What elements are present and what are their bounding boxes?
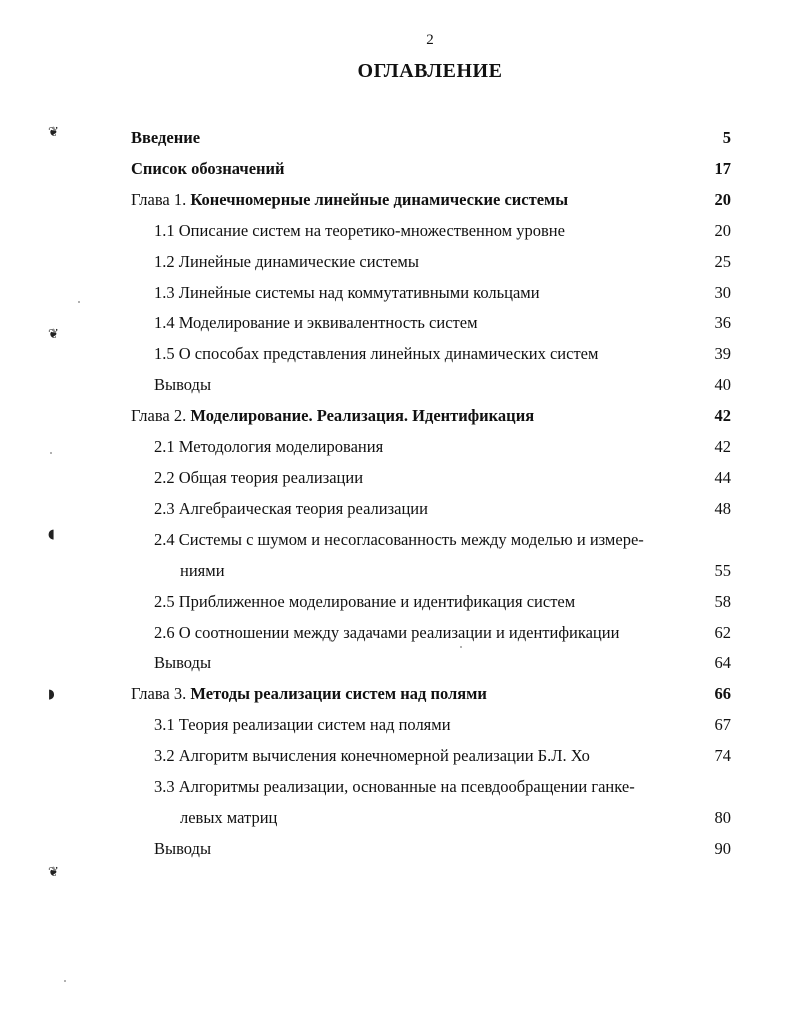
toc-entry-section-2-4-continued[interactable] xyxy=(0,558,793,584)
toc-entry-page: 20 xyxy=(714,221,731,240)
toc-entry-page: 64 xyxy=(714,653,731,672)
chapter-title: Методы реализации систем над полями xyxy=(190,684,487,703)
scan-mark-icon: ❦ xyxy=(48,865,59,880)
toc-entry-page: 80 xyxy=(714,808,731,827)
chapter-prefix: Глава 2. xyxy=(131,406,191,425)
toc-entry-title: 3.1 Теория реализации систем над полями xyxy=(154,715,451,734)
toc-entry-title: Выводы xyxy=(154,653,212,672)
toc-entry-page: 39 xyxy=(714,344,731,363)
toc-entry-page: 40 xyxy=(714,375,731,394)
toc-entry-section-1-4[interactable] xyxy=(0,310,793,336)
toc-entry-introduction[interactable] xyxy=(0,125,793,151)
toc-entry-title: 1.4 Моделирование и эквивалентность систем xyxy=(154,313,478,332)
toc-entry-title: Введение xyxy=(131,128,201,147)
toc-entry-title: 1.3 Линейные системы над коммутативными кольцами xyxy=(154,283,540,302)
chapter-title: Моделирование. Реализация. Идентификация xyxy=(190,406,535,425)
toc-entry-page: 62 xyxy=(714,623,731,642)
toc-entry-page: 55 xyxy=(714,561,731,580)
toc-entry-page: 36 xyxy=(714,313,731,332)
toc-entry-section-2-3[interactable] xyxy=(0,496,793,522)
toc-entry-title xyxy=(131,681,487,707)
toc-entry-chapter-2[interactable] xyxy=(0,403,793,429)
toc-entry-title: 1.1 Описание систем на теоретико-множественном уровне xyxy=(154,221,565,240)
toc-entry-notation[interactable] xyxy=(0,156,793,182)
toc-entry-page: 42 xyxy=(714,437,731,456)
toc-entry-section-2-2[interactable] xyxy=(0,465,793,491)
toc-entry-section-3-2[interactable] xyxy=(0,743,793,769)
scan-mark-icon: ◖ xyxy=(48,527,55,542)
toc-entry-section-2-4[interactable] xyxy=(0,527,793,553)
scan-mark-icon: ◗ xyxy=(48,687,55,702)
toc-entry-title: 2.6 О соотношении между задачами реализации и идентификации xyxy=(154,623,620,642)
toc-entry-title: 2.5 Приближенное моделирование и идентификация систем xyxy=(154,592,576,611)
toc-entry-title: 3.3 Алгоритмы реализации, основанные на псевдообращении ганке- xyxy=(154,777,635,796)
scan-speck xyxy=(460,646,462,648)
toc-entry-page: 44 xyxy=(714,468,731,487)
toc-entry-title-continuation: ниями xyxy=(180,561,225,580)
toc-entry-title: 2.4 Системы с шумом и несогласованность между моделью и измере- xyxy=(154,530,644,549)
toc-entry-title: 1.5 О способах представления линейных динамических систем xyxy=(154,344,599,363)
toc-entry-title-continuation: левых матриц xyxy=(180,808,278,827)
toc-entry-title: 1.2 Линейные динамические системы xyxy=(154,252,419,271)
toc-entry-section-3-3-continued[interactable] xyxy=(0,805,793,831)
toc-entry-conclusions-3[interactable] xyxy=(0,836,793,862)
scan-mark-icon: ❦ xyxy=(48,125,59,140)
toc-entry-section-1-1[interactable] xyxy=(0,218,793,244)
toc-entry-title: 2.3 Алгебраическая теория реализации xyxy=(154,499,428,518)
toc-entry-page: 66 xyxy=(714,684,731,703)
toc-entry-page: 58 xyxy=(714,592,731,611)
toc-entry-title xyxy=(131,187,568,213)
toc-entry-section-2-1[interactable] xyxy=(0,434,793,460)
chapter-prefix: Глава 3. xyxy=(131,684,191,703)
page-title: ОГЛАВЛЕНИЕ xyxy=(357,60,503,82)
toc-entry-chapter-3[interactable] xyxy=(0,681,793,707)
toc-entry-title: Выводы xyxy=(154,839,212,858)
toc-entry-page: 25 xyxy=(714,252,731,271)
toc-entry-title: 3.2 Алгоритм вычисления конечномерной реализации Б.Л. Хо xyxy=(154,746,590,765)
scan-speck xyxy=(64,980,66,982)
toc-entry-page: 30 xyxy=(714,283,731,302)
toc-entry-page: 17 xyxy=(714,159,731,178)
toc-entry-page: 67 xyxy=(714,715,731,734)
toc-entry-conclusions-2[interactable] xyxy=(0,650,793,676)
toc-entry-title xyxy=(131,403,534,429)
scan-mark-icon: ❦ xyxy=(48,327,59,342)
toc-entry-section-2-6[interactable] xyxy=(0,620,793,646)
toc-entry-title: Выводы xyxy=(154,375,212,394)
toc-entry-page: 48 xyxy=(714,499,731,518)
toc-entry-page: 5 xyxy=(722,128,731,147)
toc-entry-page: 74 xyxy=(714,746,731,765)
toc-entry-section-3-3[interactable] xyxy=(0,774,793,800)
toc-entry-page: 90 xyxy=(714,839,731,858)
chapter-prefix: Глава 1. xyxy=(131,190,191,209)
toc-entry-conclusions-1[interactable] xyxy=(0,372,793,398)
toc-entry-section-2-5[interactable] xyxy=(0,589,793,615)
toc-entry-title: Список обозначений xyxy=(131,159,285,178)
toc-entry-title: 2.2 Общая теория реализации xyxy=(154,468,364,487)
toc-entry-section-1-3[interactable] xyxy=(0,280,793,306)
page-number: 2 xyxy=(426,32,434,48)
chapter-title: Конечномерные линейные динамические системы xyxy=(190,190,569,209)
toc-entry-title: 2.1 Методология моделирования xyxy=(154,437,384,456)
toc-entry-chapter-1[interactable] xyxy=(0,187,793,213)
toc-entry-page: 42 xyxy=(714,406,731,425)
toc-entry-section-3-1[interactable] xyxy=(0,712,793,738)
toc-entry-section-1-5[interactable] xyxy=(0,341,793,367)
toc-entry-section-1-2[interactable] xyxy=(0,249,793,275)
toc-entry-page: 20 xyxy=(714,190,731,209)
